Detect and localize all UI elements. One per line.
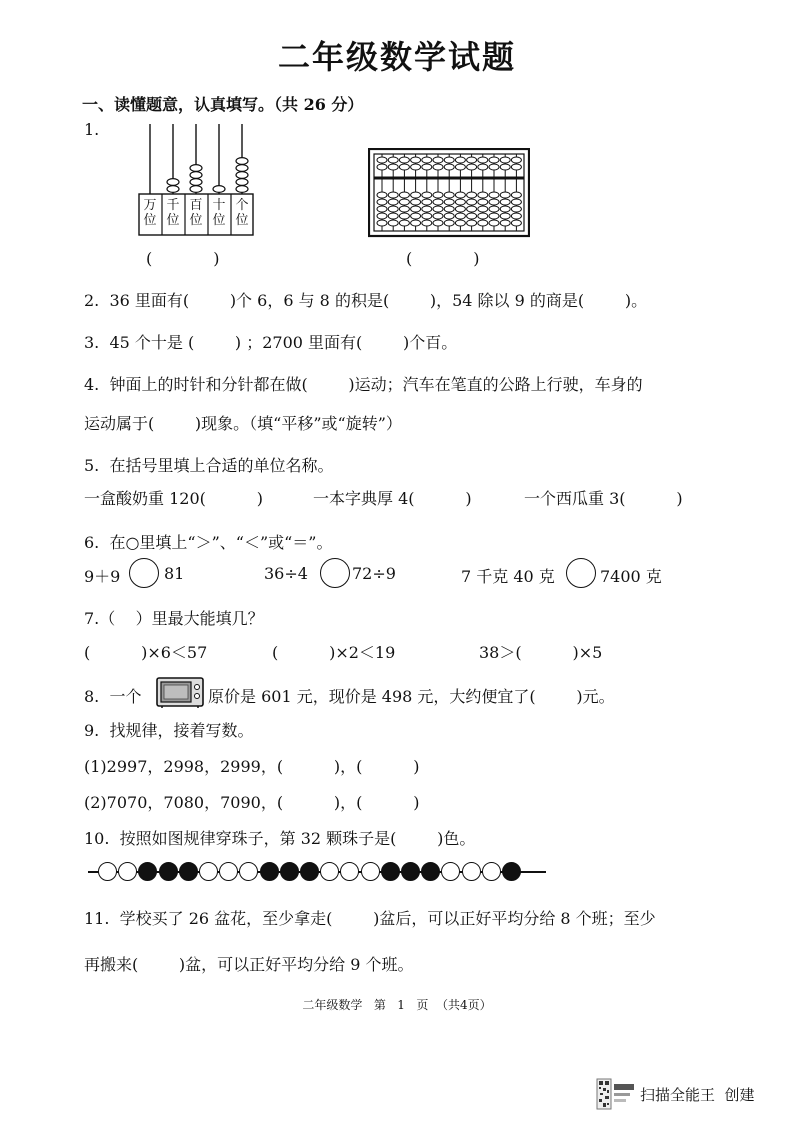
bead-white (361, 862, 380, 881)
q9-sequence-1: (1)2997，2998，2999，( )，( ) (84, 757, 420, 776)
compare-circle-2[interactable] (320, 558, 350, 588)
q7-item-2: ( )×2＜19 (272, 643, 396, 662)
suanpan-abacus (368, 148, 530, 238)
suanpan-bead (433, 213, 443, 219)
bead-white (98, 862, 117, 881)
suanpan-bead (511, 199, 521, 205)
suanpan-bead (411, 220, 421, 226)
suanpan-bead (388, 192, 398, 198)
suanpan-bead (444, 206, 454, 212)
q6-right-3: 7400 克 (600, 567, 662, 586)
suanpan-bead (478, 192, 488, 198)
suanpan-bead (478, 206, 488, 212)
q6-left-2: 36÷4 (264, 564, 308, 583)
bead-black (502, 862, 521, 881)
question-10: 10. 按照如图规律穿珠子，第 32 颗珠子是( )色。 (84, 829, 476, 848)
qr-code-logo (596, 1078, 636, 1110)
q6-left-1: 9＋9 (84, 567, 121, 586)
abacus-place-label: 十 位 (212, 198, 226, 228)
suanpan-bead (455, 157, 465, 163)
suanpan-bead (489, 220, 499, 226)
suanpan-bead (489, 164, 499, 170)
suanpan-bead (388, 164, 398, 170)
abacus-bead (213, 186, 225, 193)
suanpan-bead (500, 220, 510, 226)
q5-item-yogurt: 一盒酸奶重 120( ) (84, 489, 263, 508)
suanpan-bead (411, 206, 421, 212)
suanpan-bead (422, 199, 432, 205)
suanpan-bead (399, 199, 409, 205)
suanpan-bead (511, 157, 521, 163)
page-footer: 二年级数学 第 1 页 （共4页） (302, 998, 492, 1012)
microwave-oven-icon (156, 677, 204, 709)
question-2: 2. 36 里面有( )个 6，6 与 8 的积是( )，54 除以 9 的商是( )。 (84, 291, 648, 310)
suanpan-bead (511, 192, 521, 198)
suanpan-bead (399, 192, 409, 198)
suanpan-bead (411, 164, 421, 170)
suanpan-bead (388, 213, 398, 219)
suanpan-bead (500, 199, 510, 205)
q7-item-1: ( )×6＜57 (84, 643, 208, 662)
bead-white (219, 862, 238, 881)
bead-black (300, 862, 319, 881)
bead-black (280, 862, 299, 881)
question-11-line-2: 再搬来( )盆，可以正好平均分给 9 个班。 (84, 955, 414, 974)
suanpan-bead (500, 157, 510, 163)
q6-left-3: 7 千克 40 克 (461, 567, 555, 586)
question-7: 7.（ ）里最大能填几？ (84, 609, 264, 628)
abacus-place-label: 千 位 (166, 198, 180, 228)
suanpan-bead (433, 164, 443, 170)
question-11-line-1: 11. 学校买了 26 盆花，至少拿走( )盆后，可以正好平均分给 8 个班；至少 (84, 909, 656, 928)
abacus-place-label: 百 位 (189, 198, 203, 228)
answer-blank-abacus-left[interactable]: ( ) (146, 249, 220, 268)
abacus-bead (236, 186, 248, 193)
suanpan-bead (478, 199, 488, 205)
suanpan-bead (511, 164, 521, 170)
question-3: 3. 45 个十是 ( ) ；2700 里面有( )个百。 (84, 333, 458, 352)
suanpan-bead (511, 213, 521, 219)
suanpan-bead (444, 164, 454, 170)
suanpan-bead (422, 213, 432, 219)
suanpan-bead (489, 192, 499, 198)
bead-white (239, 862, 258, 881)
suanpan-bead (433, 199, 443, 205)
q5-item-watermelon: 一个西瓜重 3( ) (524, 489, 683, 508)
suanpan-bead (500, 213, 510, 219)
suanpan-bead (433, 192, 443, 198)
suanpan-bead (388, 220, 398, 226)
suanpan-bead (377, 206, 387, 212)
suanpan-bead (399, 164, 409, 170)
suanpan-bead (433, 220, 443, 226)
suanpan-bead (388, 199, 398, 205)
bead-black (381, 862, 400, 881)
suanpan-bead (489, 213, 499, 219)
suanpan-bead (422, 192, 432, 198)
suanpan-bead (444, 192, 454, 198)
suanpan-bead (478, 164, 488, 170)
suanpan-bead (467, 206, 477, 212)
abacus-bead (167, 179, 179, 186)
bead-black (179, 862, 198, 881)
suanpan-bead (399, 206, 409, 212)
suanpan-bead (489, 206, 499, 212)
suanpan-bead (478, 220, 488, 226)
abacus-bead (236, 179, 248, 186)
suanpan-bead (422, 164, 432, 170)
suanpan-bead (455, 213, 465, 219)
question-6: 6. 在○里填上“＞”、“＜”或“＝”。 (84, 533, 333, 552)
suanpan-bead (455, 220, 465, 226)
suanpan-bead (511, 206, 521, 212)
suanpan-bead (433, 206, 443, 212)
suanpan-bead (411, 213, 421, 219)
abacus-bead (190, 165, 202, 172)
page-title: 二年级数学试题 (277, 38, 516, 76)
suanpan-bead (511, 220, 521, 226)
suanpan-bead (478, 157, 488, 163)
suanpan-bead (467, 157, 477, 163)
suanpan-bead (411, 199, 421, 205)
abacus-bead (190, 186, 202, 193)
q6-right-1: 81 (164, 564, 185, 583)
suanpan-bead (500, 206, 510, 212)
question-8-suffix: 原价是 601 元，现价是 498 元，大约便宜了( )元。 (208, 687, 615, 706)
question-8-prefix: 8. 一个 (84, 687, 142, 706)
bead-white (118, 862, 137, 881)
bead-white (320, 862, 339, 881)
suanpan-bead (399, 213, 409, 219)
question-5: 5. 在括号里填上合适的单位名称。 (84, 456, 334, 475)
suanpan-bead (411, 157, 421, 163)
suanpan-bead (399, 220, 409, 226)
abacus-bead (167, 186, 179, 193)
suanpan-bead (478, 213, 488, 219)
suanpan-bead (500, 192, 510, 198)
suanpan-bead (377, 220, 387, 226)
suanpan-bead (444, 213, 454, 219)
suanpan-bead (489, 157, 499, 163)
question-1-number: 1. (84, 120, 100, 139)
suanpan-bead (433, 157, 443, 163)
suanpan-bead (388, 206, 398, 212)
bead-white (441, 862, 460, 881)
suanpan-bead (455, 164, 465, 170)
suanpan-bead (388, 157, 398, 163)
bead-white (199, 862, 218, 881)
q9-sequence-2: (2)7070，7080，7090，( )，( ) (84, 793, 420, 812)
bead-white (482, 862, 501, 881)
bead-black (401, 862, 420, 881)
suanpan-bead (399, 157, 409, 163)
suanpan-bead (444, 199, 454, 205)
abacus-bead (190, 172, 202, 179)
answer-blank-abacus-right[interactable]: ( ) (406, 249, 480, 268)
question-4-line-1: 4. 钟面上的时针和分针都在做( )运动；汽车在笔直的公路上行驶，车身的 (84, 375, 643, 394)
abacus-place-label: 万 位 (143, 198, 157, 228)
bead-string (88, 861, 548, 883)
counting-frame-abacus (138, 122, 258, 238)
abacus-bead (236, 165, 248, 172)
q7-item-3: 38＞( )×5 (479, 643, 603, 662)
suanpan-bead (467, 199, 477, 205)
suanpan-bead (422, 206, 432, 212)
bead-black (421, 862, 440, 881)
bead-black (260, 862, 279, 881)
watermark-text: 扫描全能王 创建 (640, 1086, 755, 1104)
suanpan-bead (455, 206, 465, 212)
suanpan-bead (377, 213, 387, 219)
suanpan-bead (489, 199, 499, 205)
suanpan-bead (377, 192, 387, 198)
bead-black (159, 862, 178, 881)
abacus-bead (190, 179, 202, 186)
compare-circle-3[interactable] (566, 558, 596, 588)
suanpan-bead (455, 192, 465, 198)
suanpan-bead (377, 164, 387, 170)
suanpan-bead (444, 157, 454, 163)
bead-white (462, 862, 481, 881)
suanpan-bead (422, 157, 432, 163)
bead-white (340, 862, 359, 881)
suanpan-bead (411, 192, 421, 198)
abacus-bead (236, 172, 248, 179)
section-heading: 一、读懂题意，认真填写。（共 26 分） (82, 95, 364, 114)
q6-right-2: 72÷9 (352, 564, 396, 583)
bead-black (138, 862, 157, 881)
suanpan-bead (455, 199, 465, 205)
question-4-line-2: 运动属于( )现象。（填“平移”或“旋转”） (84, 414, 402, 433)
q5-item-dictionary: 一本字典厚 4( ) (313, 489, 472, 508)
suanpan-bead (444, 220, 454, 226)
suanpan-drawing (368, 148, 530, 238)
suanpan-bead (377, 199, 387, 205)
suanpan-bead (467, 213, 477, 219)
abacus-bead (236, 158, 248, 165)
suanpan-bead (422, 220, 432, 226)
question-9: 9. 找规律，接着写数。 (84, 721, 254, 740)
suanpan-bead (467, 164, 477, 170)
compare-circle-1[interactable] (129, 558, 159, 588)
suanpan-bead (467, 220, 477, 226)
suanpan-bead (377, 157, 387, 163)
suanpan-bead (467, 192, 477, 198)
abacus-place-label: 个 位 (235, 198, 249, 228)
suanpan-bead (500, 164, 510, 170)
